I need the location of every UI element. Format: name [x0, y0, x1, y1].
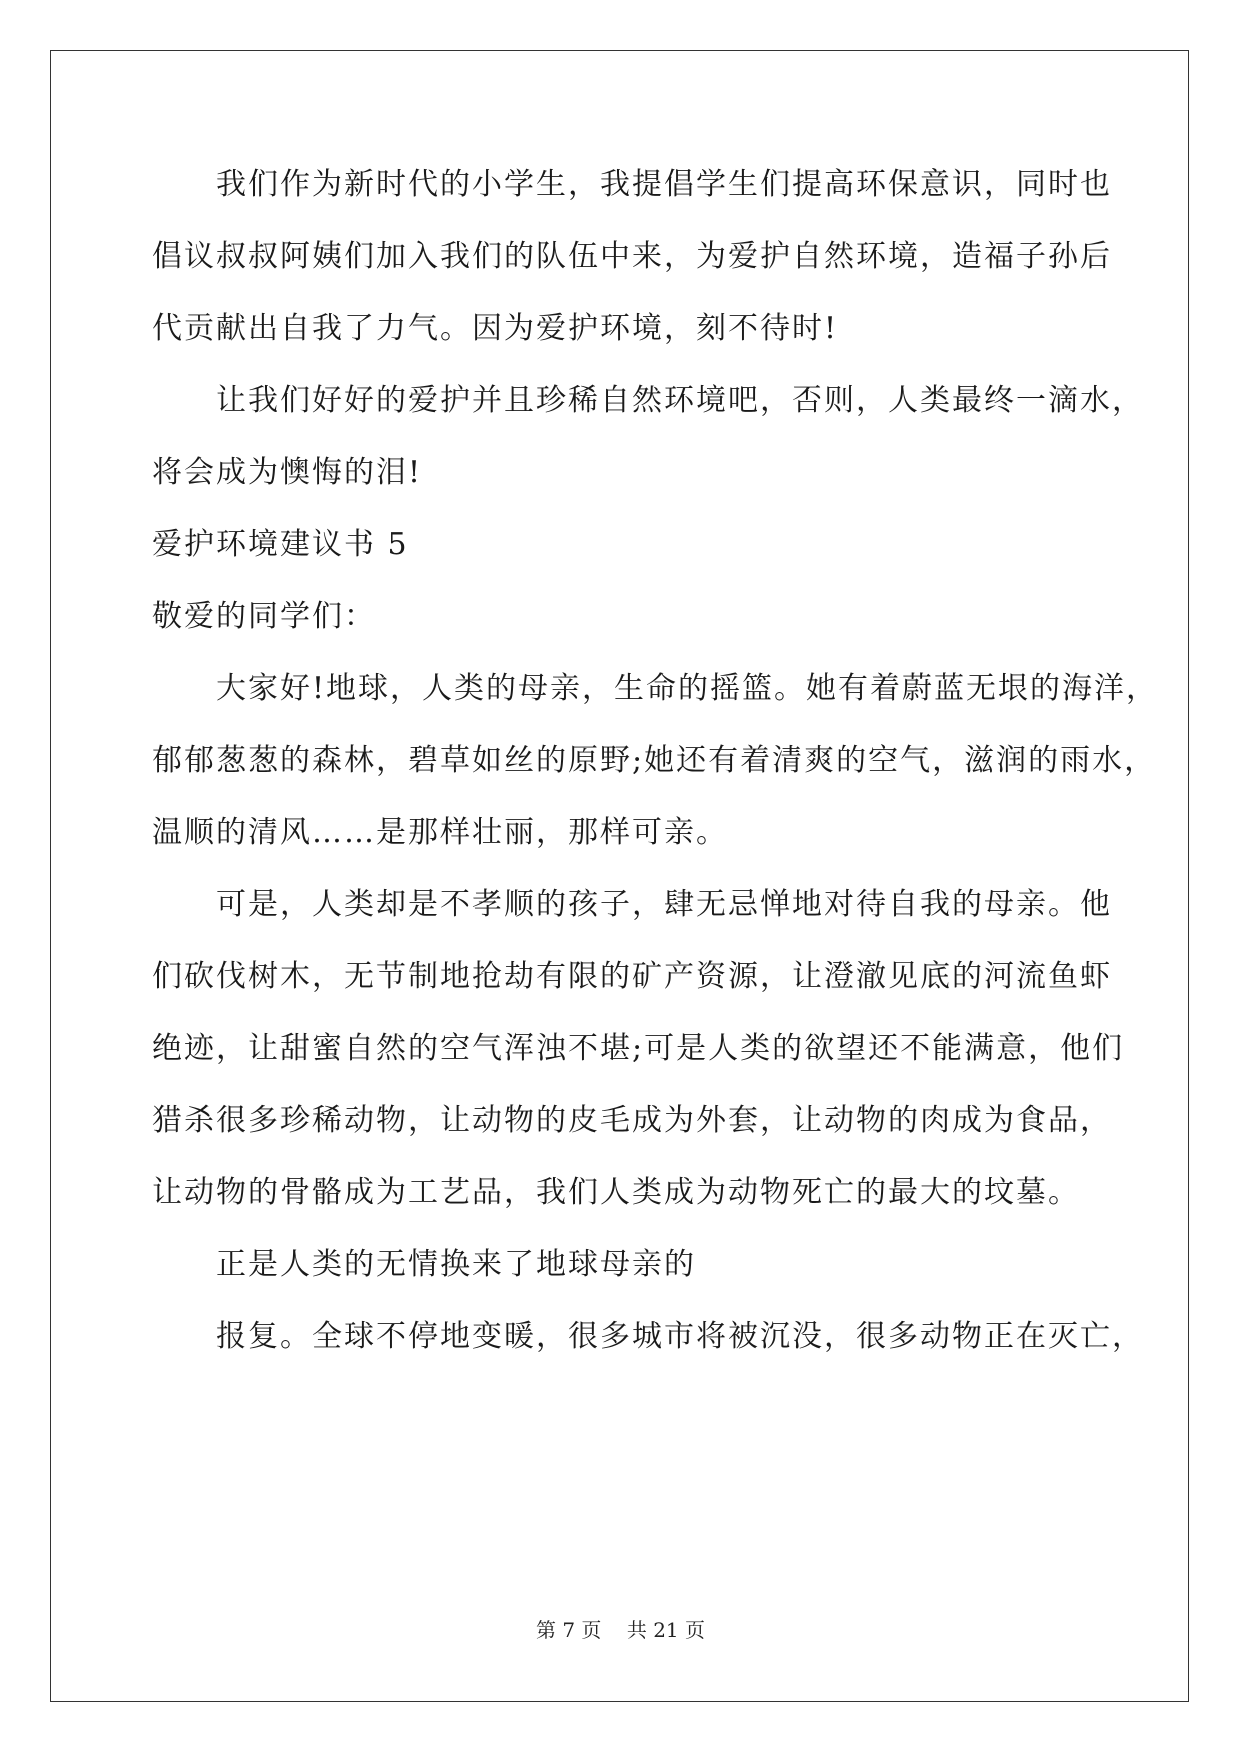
text-line: 猎杀很多珍稀动物，让动物的皮毛成为外套，让动物的肉成为食品， — [152, 1103, 1112, 1138]
text-line: 我们作为新时代的小学生，我提倡学生们提高环保意识，同时也 — [216, 167, 1112, 202]
text-line: 正是人类的无情换来了地球母亲的 — [216, 1247, 696, 1282]
page-border — [50, 50, 1189, 1702]
text-line: 温顺的清风……是那样壮丽，那样可亲。 — [152, 815, 728, 850]
section-heading: 爱护环境建议书 5 — [152, 527, 409, 562]
text-line: 让动物的骨骼成为工艺品，我们人类成为动物死亡的最大的坟墓。 — [152, 1175, 1080, 1210]
page-number-footer: 第 7 页 共 21 页 — [535, 1618, 706, 1642]
text-line: 代贡献出自我了力气。因为爱护环境，刻不待时! — [152, 311, 839, 346]
text-line: 将会成为懊悔的泪! — [152, 455, 423, 490]
text-line: 们砍伐树木，无节制地抢劫有限的矿产资源，让澄澈见底的河流鱼虾 — [152, 959, 1112, 994]
text-line: 倡议叔叔阿姨们加入我们的队伍中来，为爱护自然环境，造福子孙后 — [152, 239, 1112, 274]
text-line: 大家好!地球，人类的母亲，生命的摇篮。她有着蔚蓝无垠的海洋， — [216, 671, 1159, 706]
text-line: 让我们好好的爱护并且珍稀自然环境吧，否则，人类最终一滴水， — [216, 383, 1144, 418]
salutation: 敬爱的同学们： — [152, 599, 376, 634]
text-line: 可是，人类却是不孝顺的孩子，肆无忌惮地对待自我的母亲。他 — [216, 887, 1112, 922]
text-line: 报复。全球不停地变暖，很多城市将被沉没，很多动物正在灭亡， — [216, 1319, 1144, 1354]
text-line: 绝迹，让甜蜜自然的空气浑浊不堪;可是人类的欲望还不能满意，他们 — [152, 1031, 1125, 1066]
text-line: 郁郁葱葱的森林，碧草如丝的原野;她还有着清爽的空气，滋润的雨水， — [152, 743, 1157, 778]
